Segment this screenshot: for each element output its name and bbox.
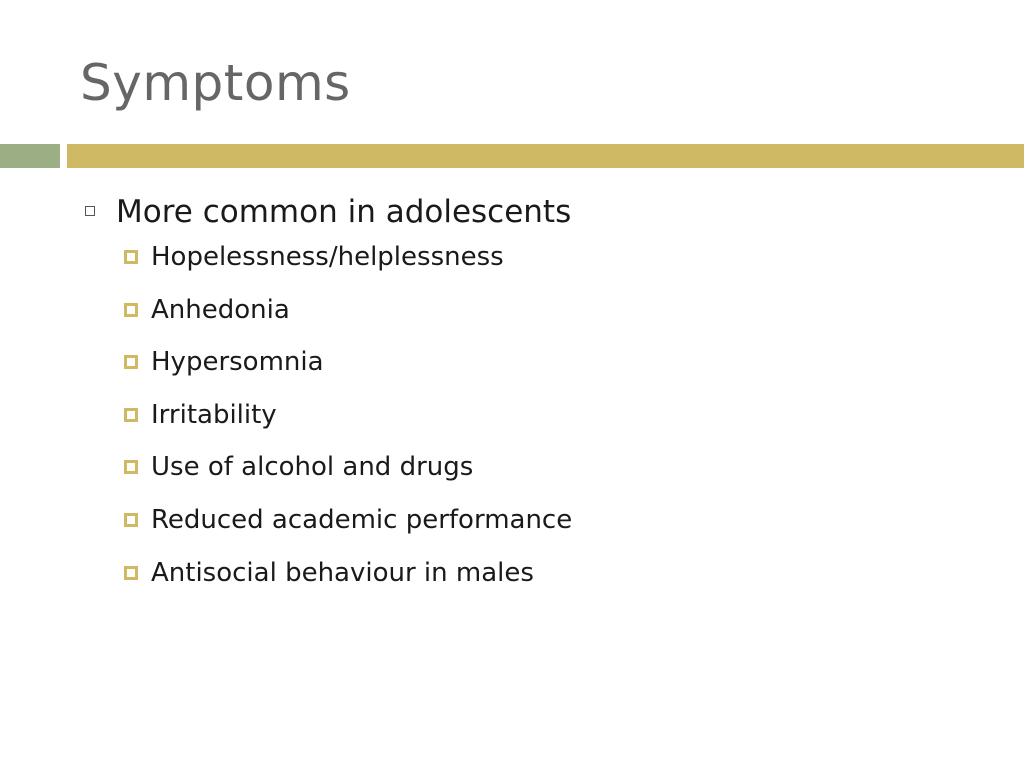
- sub-bullet-text: Reduced academic performance: [151, 504, 573, 535]
- sub-bullet-list: [80, 238, 980, 592]
- gold-square-bullet-icon: [124, 303, 138, 317]
- sub-bullet-item: [80, 448, 980, 486]
- sub-bullet-item: [80, 291, 980, 329]
- bullet-point-main: [80, 190, 980, 234]
- gold-square-bullet-icon: [124, 408, 138, 422]
- slide-content: [80, 190, 980, 606]
- sub-bullet-item: [80, 554, 980, 592]
- gold-square-bullet-icon: [124, 460, 138, 474]
- sub-bullet-text: Hopelessness/helplessness: [151, 242, 504, 272]
- sub-bullet-text: Anhedonia: [151, 294, 290, 325]
- sub-bullet-text: Use of alcohol and drugs: [151, 452, 474, 483]
- accent-bar-left: [0, 144, 60, 168]
- gold-square-bullet-icon: [124, 513, 138, 527]
- sub-bullet-text: Antisocial behaviour in males: [151, 557, 534, 588]
- gold-square-bullet-icon: [124, 250, 138, 264]
- sub-bullet-item: [80, 238, 980, 276]
- bullet-point-main-text: More common in adolescents: [116, 194, 572, 230]
- sub-bullet-item: [80, 396, 980, 434]
- hollow-square-icon: [85, 206, 95, 216]
- sub-bullet-text: Irritability: [151, 399, 277, 430]
- sub-bullet-item: [80, 343, 980, 381]
- gold-square-bullet-icon: [124, 566, 138, 580]
- slide-title: Symptoms: [80, 54, 351, 112]
- accent-bar-right: [67, 144, 1024, 168]
- gold-square-bullet-icon: [124, 355, 138, 369]
- sub-bullet-text: Hypersomnia: [151, 347, 324, 378]
- sub-bullet-item: [80, 501, 980, 539]
